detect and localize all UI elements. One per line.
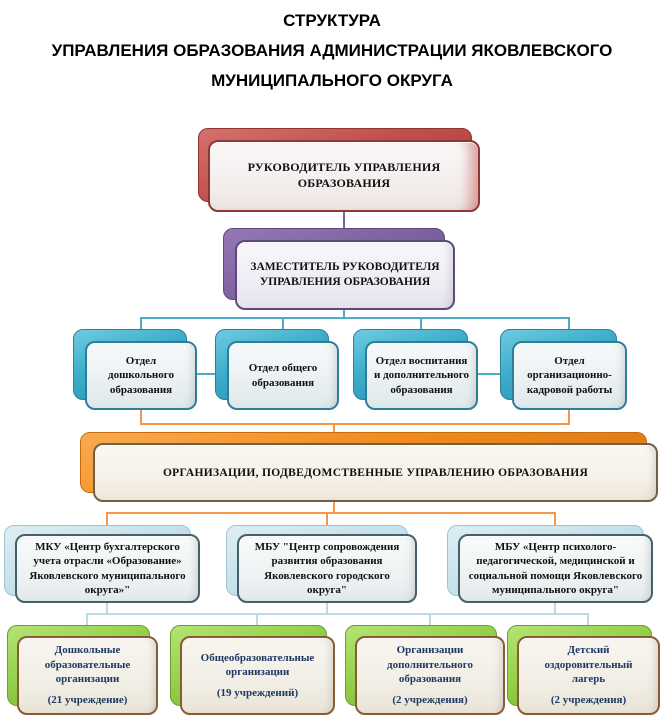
node-deputy-label: ЗАМЕСТИТЕЛЬ РУКОВОДИТЕЛЯ УПРАВЛЕНИЯ ОБРАЗОВАНИЯ bbox=[250, 261, 440, 288]
node-dept-hr-label: Отдел организационно-кадровой работы bbox=[526, 355, 613, 396]
node-director-face bbox=[208, 140, 480, 212]
node-orgs-additional-count: (2 учреждения) bbox=[392, 694, 468, 707]
node-mbu-development bbox=[237, 534, 417, 603]
node-orgs-preschool-label: Дошкольные образовательные организации bbox=[44, 644, 131, 685]
node-dept-preschool-face bbox=[85, 341, 197, 410]
node-dept-general-label: Отдел общего образования bbox=[248, 362, 318, 389]
node-dept-general bbox=[227, 341, 339, 410]
node-dept-upbringing-label: Отдел воспитания и дополнительного образования bbox=[373, 355, 470, 396]
node-mbu-development-label: МБУ "Центр сопровождения развития образования Яковлевского городского округа" bbox=[254, 540, 400, 596]
node-mku-accounting-label: МКУ «Центр бухгалтерского учета отрасли «Образование» Яковлевского муниципального округа»" bbox=[29, 540, 186, 596]
node-orgs-camp bbox=[517, 636, 660, 715]
node-orgs-preschool bbox=[17, 636, 158, 715]
node-orgs-general bbox=[180, 636, 335, 715]
node-orgs-general-face bbox=[180, 636, 335, 715]
node-orgs-preschool-face bbox=[17, 636, 158, 715]
title-line-1: СТРУКТУРА bbox=[283, 11, 381, 30]
title-line-2: УПРАВЛЕНИЯ ОБРАЗОВАНИЯ АДМИНИСТРАЦИИ ЯКОВЛЕВСКОГО bbox=[51, 41, 613, 60]
node-dept-hr bbox=[512, 341, 627, 410]
node-director bbox=[208, 140, 480, 212]
node-deputy bbox=[235, 240, 455, 310]
node-mbu-psychological-face bbox=[458, 534, 653, 603]
node-director-label: РУКОВОДИТЕЛЬ УПРАВЛЕНИЯ ОБРАЗОВАНИЯ bbox=[247, 160, 441, 190]
node-orgs-general-count: (19 учреждений) bbox=[216, 687, 299, 700]
node-dept-preschool-label: Отдел дошкольного образования bbox=[108, 355, 174, 396]
node-orgs-additional-label: Организации дополнительного образования bbox=[387, 644, 473, 685]
connector-institutions-organizations bbox=[86, 603, 589, 627]
node-mbu-psychological-label: МБУ «Центр психолого-педагогической, медицинской и социальной помощи Яковлевского муниципального округа" bbox=[468, 540, 643, 596]
connector-subordinate-institutions bbox=[106, 502, 556, 527]
node-deputy-face bbox=[235, 240, 455, 310]
node-dept-general-face bbox=[227, 341, 339, 410]
node-mbu-psychological bbox=[458, 534, 653, 603]
connector-departments-subordinate bbox=[140, 410, 570, 434]
node-subordinate-face bbox=[93, 443, 658, 502]
node-orgs-general-label: Общеобразовательные организации bbox=[200, 651, 315, 678]
node-orgs-camp-face bbox=[517, 636, 660, 715]
node-subordinate-label: ОРГАНИЗАЦИИ, ПОДВЕДОМСТВЕННЫЕ УПРАВЛЕНИЮ ОБРАЗОВАНИЯ bbox=[162, 466, 589, 479]
node-orgs-additional-face bbox=[355, 636, 505, 715]
node-dept-preschool bbox=[85, 341, 197, 410]
node-orgs-camp-label: Детский оздоровительный лагерь bbox=[544, 644, 633, 685]
node-mku-accounting-face bbox=[15, 534, 200, 603]
node-orgs-preschool-count: (21 учреждение) bbox=[47, 694, 128, 707]
node-subordinate-banner bbox=[93, 443, 658, 502]
node-dept-upbringing bbox=[365, 341, 478, 410]
node-mbu-development-face bbox=[237, 534, 417, 603]
node-orgs-additional bbox=[355, 636, 505, 715]
node-dept-hr-face bbox=[512, 341, 627, 410]
title-line-3: МУНИЦИПАЛЬНОГО ОКРУГА bbox=[211, 71, 453, 90]
node-dept-upbringing-face bbox=[365, 341, 478, 410]
node-orgs-camp-count: (2 учреждения) bbox=[550, 694, 627, 707]
node-mku-accounting bbox=[15, 534, 200, 603]
